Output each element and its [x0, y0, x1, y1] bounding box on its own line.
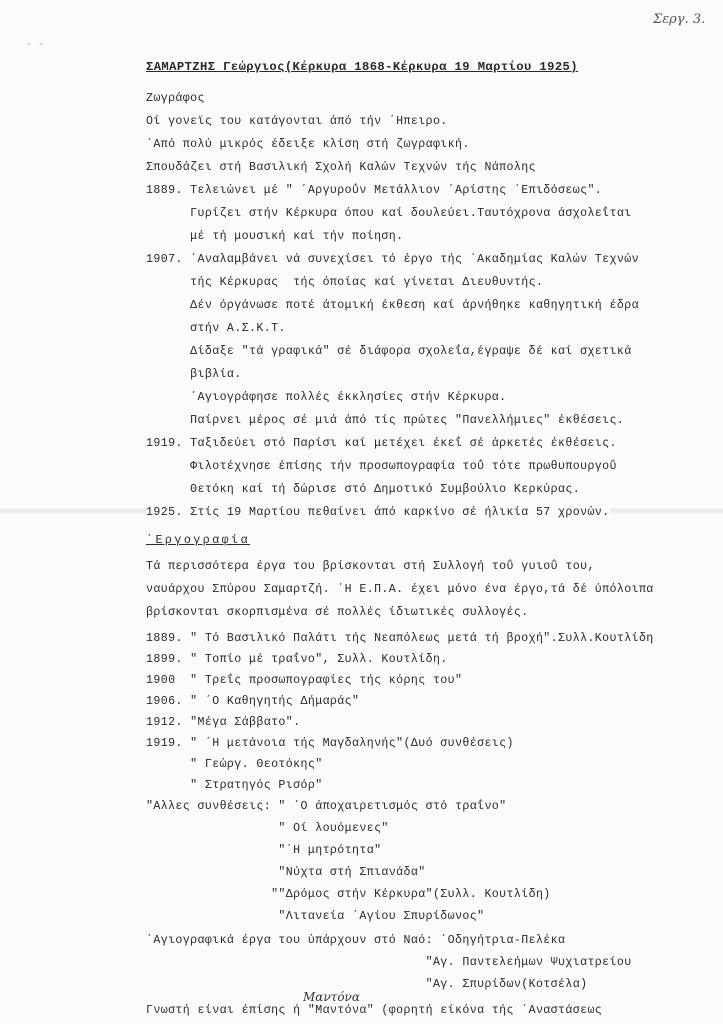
- works-item: "Αγ. Σπυρίδων(Κοτσέλα): [146, 978, 588, 991]
- works-item: 1899. " Τοπίο μέ τραΐνο", Συλλ. Κουτλίδη.: [146, 653, 448, 666]
- works-item: 1906. " ΄Ο Καθηγητής Δήμαράς": [146, 695, 360, 708]
- bio-line: Ζωγράφος: [146, 92, 205, 105]
- works-item: 1900 " Τρεΐς προσωπογραφίες τής κόρης του": [146, 674, 463, 687]
- bio-line: ΄Αγιογράφησε πολλές έκκλησίες στήν Κέρκυρα.: [146, 391, 507, 404]
- works-item: 1919. " ΄Η μετάνοια τής Μαγδαληνής"(Δυό συνθέσεις): [146, 737, 514, 750]
- works-item: "Αγ. Παντελεήμων Ψυχιατρείου: [146, 956, 632, 969]
- works-item: "Λιτανεία ΄Αγίου Σπυρίδωνος": [146, 910, 485, 923]
- bio-line: Οί γονεϊς του κατάγονται άπό τήν ΄Ηπειρο.: [146, 115, 448, 128]
- works-item: " Οί λουόμενες": [146, 822, 389, 835]
- works-item: ΄Αγιογραφικά έργα του ύπάρχουν στό Ναό: ΄Οδηγήτρια-Πελέκα: [146, 934, 566, 947]
- bio-line: 1907. ΄Αναλαμβάνει νά συνεχίσει τό έργο τής ΄Ακαδημίας Καλών Τεχνών: [146, 253, 639, 266]
- bio-line: ΄Από πολύ μικρός έδειξε κλίση στή ζωγραφική.: [146, 138, 470, 151]
- bio-line: βιβλία.: [146, 368, 242, 381]
- bio-line: Παίρνει μέρος σέ μιά άπό τίς πρώτες "Πανελλήμιες" έκθέσεις.: [146, 414, 625, 427]
- works-item: 1889. " Τό Βασιλικό Παλάτι τής Νεαπόλεως μετά τή βροχή".Συλλ.Κουτλίδη: [146, 632, 654, 645]
- works-item: "΄Η μητρότητα": [146, 844, 382, 857]
- works-intro-line: ναυάρχου Σπύρου Σαμαρτζή. ΄Η Ε.Π.Α. έχει μόνο ένα έργο,τά δέ ύπόλοιπα: [146, 583, 654, 596]
- margin-mark: - -: [26, 40, 45, 51]
- works-intro-line: βρίσκονται σκορπισμένα σέ πολλές ίδιωτικές συλλογές.: [146, 606, 529, 619]
- bio-line: Δίδαξε "τά γραφικά" σέ διάφορα σχολεΐα,έγραψε δέ καί σχετικά: [146, 345, 632, 358]
- bio-line: 1919. Ταξιδεύει στό Παρίσι καί μετέχει έκεΐ σέ άρκετές έκθέσεις.: [146, 437, 617, 450]
- works-intro-line: Τά περισσότερα έργα του βρίσκονται στή Συλλογή τοΰ γυιοΰ του,: [146, 560, 595, 573]
- bio-line: Φιλοτέχνησε έπίσης τήν προσωπογραφία τοΰ τότε πρωθυπουργοΰ: [146, 460, 617, 473]
- works-item: " Γεώργ. Θεοτόκης": [146, 758, 323, 771]
- works-section-title: ΄Εργογραφία: [146, 534, 251, 547]
- document-heading: ΣΑΜΑΡΤΖΗΣ Γεώργιος(Κέρκυρα 1868-Κέρκυρα 19 Μαρτίου 1925): [146, 60, 578, 74]
- bio-line: τής Κέρκυρας τής όποίας καί γίνεται Διευθυντής.: [146, 276, 544, 289]
- works-item: Γνωστή είναι έπίσης ή "Μαντόνα" (φορητή είκόνα τής ΄Αναστάσεως: [146, 1004, 603, 1017]
- works-item: "Νύχτα στή Σπιανάδα": [146, 866, 426, 879]
- works-item: ""Δρόμος στήν Κέρκυρα"(Συλλ. Κουτλίδη): [146, 888, 551, 901]
- bio-line: Γυρίζει στήν Κέρκυρα όπου καί δουλεύει.Ταυτόχρονα άσχολεΐται: [146, 207, 632, 220]
- works-item: 1912. "Μέγα Σάββατο".: [146, 716, 301, 729]
- works-item: " Στρατηγός Ρισόρ": [146, 779, 323, 792]
- bio-line: στήν Α.Σ.Κ.Τ.: [146, 322, 286, 335]
- bio-line: Σπουδάζει στή Βασιλική Σχολή Καλών Τεχνών τής Νάπολης: [146, 161, 536, 174]
- handwritten-note: Μαντόνα: [303, 990, 360, 1004]
- bio-line: 1925. Στίς 19 Μαρτίου πεθαίνει άπό καρκίνο σέ ήλικία 57 χρονών.: [146, 506, 610, 519]
- works-item: "Αλλες συνθέσεις: " ΄Ο άποχαιρετισμός στό τραΐνο": [146, 800, 507, 813]
- bio-line: Θετόκη καί τή δώρισε στό Δημοτικό Συμβούλιο Κερκύρας.: [146, 483, 581, 496]
- bio-line: 1889. Τελειώνει μέ " ΄Αργυροΰν Μετάλλιον ΄Αρίστης ΄Επιδόσεως".: [146, 184, 603, 197]
- page-number-mark: Σεργ. 3.: [653, 12, 706, 27]
- bio-line: Δέν όργάνωσε ποτέ άτομική έκθεση καί άρνήθηκε καθηγητική έδρα: [146, 299, 639, 312]
- bio-line: μέ τή μουσική καί τήν ποίηση.: [146, 230, 404, 243]
